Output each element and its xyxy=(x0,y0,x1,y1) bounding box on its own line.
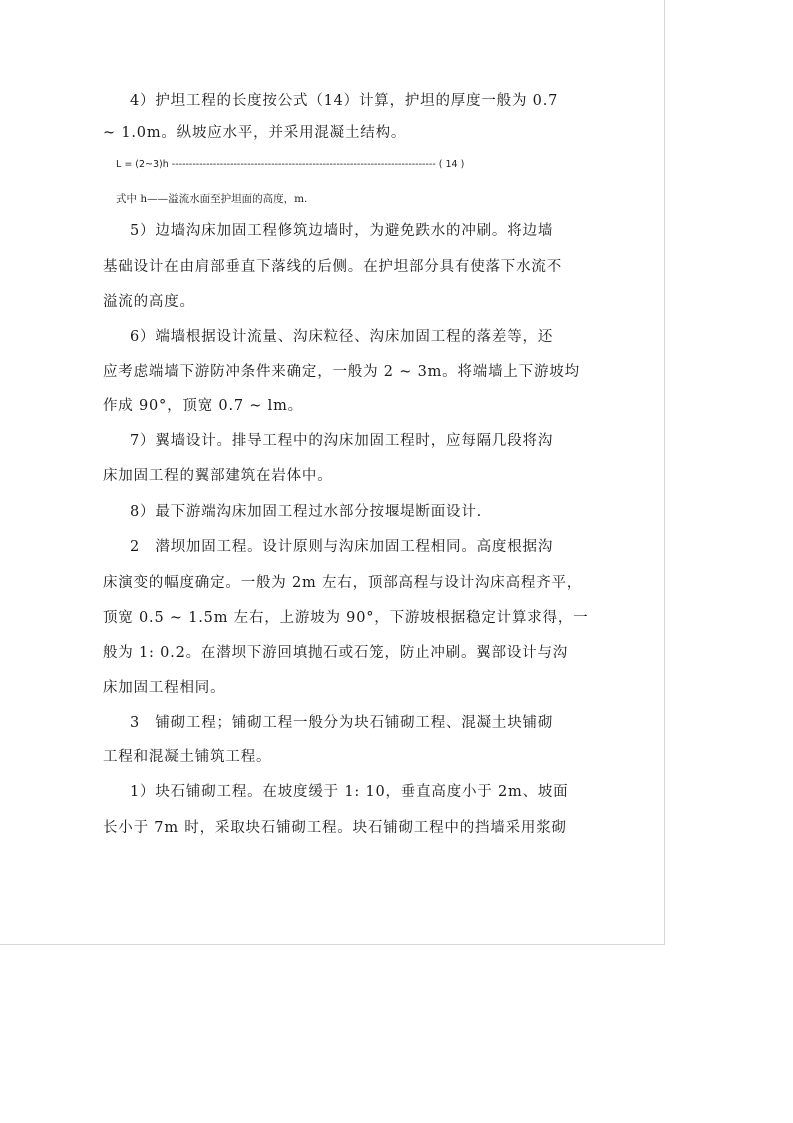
section-2-line-1: 2 潜坝加固工程。设计原则与沟床加固工程相同。高度根据沟 xyxy=(130,539,554,555)
paragraph-7-line-2: 床加固工程的翼部建筑在岩体中。 xyxy=(103,468,333,484)
section-2-line-2: 床演变的幅度确定。一般为 2m 左右，顶部高程与设计沟床高程齐平， xyxy=(103,575,583,591)
paragraph-5-line-3: 溢流的高度。 xyxy=(103,294,195,310)
paragraph-6-line-3: 作成 90°，顶宽 0.7 ~ lm。 xyxy=(103,398,303,414)
paragraph-5-line-2: 基础设计在由肩部垂直下落线的后侧。在护坦部分具有使落下水流不 xyxy=(103,259,562,275)
formula-14: L = (2~3)h ----------------------------------------------------------------------------- ( 14 ) xyxy=(116,159,465,170)
paragraph-3-1-line-1: 1）块石铺砌工程。在坡度缓于 1: 10，垂直高度小于 2m、坡面 xyxy=(130,784,569,800)
section-3-line-1: 3 铺砌工程；铺砌工程一般分为块石铺砌工程、混凝土块铺砌 xyxy=(130,715,554,731)
paragraph-6-line-2: 应考虑端墙下游防冲条件来确定，一般为 2 ~ 3m。将端墙上下游坡均 xyxy=(103,364,580,380)
section-2-line-4: 般为 1: 0.2。在潜坝下游回填抛石或石笼，防止冲刷。翼部设计与沟 xyxy=(103,645,569,661)
paragraph-4-line-2: ~ 1.0m。纵坡应水平，并采用混凝土结构。 xyxy=(103,125,407,141)
paragraph-6-line-1: 6）端墙根据设计流量、沟床粒径、沟床加固工程的落差等，还 xyxy=(130,329,554,345)
paragraph-7-line-1: 7）翼墙设计。排导工程中的沟床加固工程时，应每隔几段将沟 xyxy=(130,433,554,449)
paragraph-8-line-1: 8）最下游端沟床加固工程过水部分按堰堤断面设计. xyxy=(130,504,483,520)
section-3-line-2: 工程和混凝土铺筑工程。 xyxy=(103,749,272,765)
paragraph-5-line-1: 5）边墙沟床加固工程修筑边墙时，为避免跌水的冲刷。将边墙 xyxy=(130,223,554,239)
paragraph-3-1-line-2: 长小于 7m 时，采取块石铺砌工程。块石铺砌工程中的挡墙采用浆砌 xyxy=(103,820,567,836)
section-2-line-5: 床加固工程相同。 xyxy=(103,680,226,696)
paragraph-4-line-1: 4）护坦工程的长度按公式（14）计算，护坦的厚度一般为 0.7 xyxy=(130,93,559,109)
section-2-line-3: 顶宽 0.5 ~ 1.5m 左右，上游坡为 90°，下游坡根据稳定计算求得，一 xyxy=(103,610,589,626)
formula-note: 式中 h——溢流水面至护坦面的高度，m. xyxy=(116,193,308,205)
